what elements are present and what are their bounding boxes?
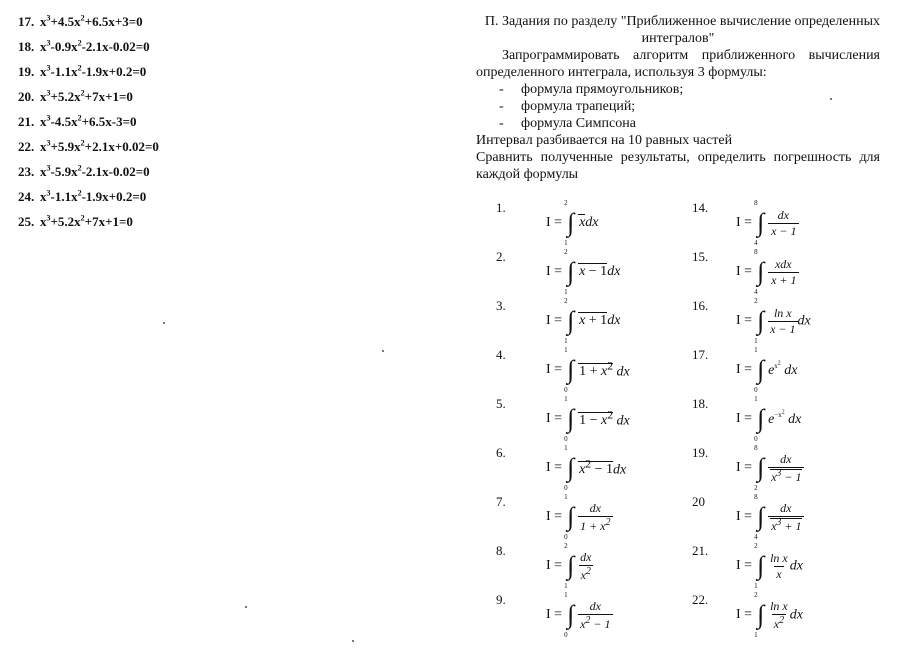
integral-number: 2.: [496, 249, 506, 264]
integral-number: 8.: [496, 543, 506, 558]
section-title-line1: П. Задания по разделу "Приближенное вычисление определенных: [484, 14, 880, 29]
equation-row: [18, 133, 159, 158]
equation-row: [18, 33, 159, 58]
integral-sign-icon: 8 ∫ 4: [754, 199, 765, 247]
integral-sign-icon: 1 ∫ 0: [754, 395, 765, 443]
scan-speck: [163, 322, 165, 324]
equation-text: $x^3+5.9x^2+2.1x+0.02=0$: [40, 139, 159, 155]
section-text: [476, 13, 880, 183]
integral-sign-icon: 1 ∫ 0: [564, 444, 575, 492]
equation-row: [18, 83, 159, 108]
equation-number: 24.: [18, 189, 35, 205]
equation-row: [18, 208, 159, 233]
integral-formula: I = 2 ∫ 1 xdx: [546, 199, 599, 247]
equation-text: $x^3-1.1x^2-1.9x+0.2=0$: [40, 189, 147, 205]
integral-formula: I = 1 ∫ 0 $1 - x^2$ dx: [546, 395, 630, 443]
integral-number: 18.: [692, 396, 709, 411]
integral-formula: I = 1 ∫ 0 $e^{-x^2}$ dx: [736, 395, 802, 443]
integral-sign-icon: 2 ∫ 1: [564, 542, 575, 590]
equation-number: 23.: [18, 164, 35, 180]
integral-sign-icon: 1 ∫ 0: [564, 346, 575, 394]
integral-number: 4.: [496, 347, 506, 362]
integral-sign-icon: 2 ∫ 1: [754, 591, 765, 639]
integral-formula: I = 8 ∫ 4 $\frac{dx}{x - 1}$: [736, 199, 797, 247]
equation-row: [18, 8, 159, 33]
integral-sign-icon: 1 ∫ 0: [754, 346, 765, 394]
integral-number: 21.: [692, 543, 709, 558]
task-line2: определенного интеграла, используя 3 формулы:: [476, 65, 767, 80]
integral-formula: I = 2 ∫ 1 $\frac{\text{ln x}}{x}$ dx: [736, 542, 803, 590]
equations-list: [18, 8, 159, 233]
integral-formula: I = 2 ∫ 1 x + 1dx: [546, 297, 621, 345]
equation-number: 21.: [18, 114, 35, 130]
equation-text: $x^3+5.2x^2+7x+1=0$: [40, 214, 133, 230]
equation-number: 19.: [18, 64, 35, 80]
section-title-line2: интегралов": [641, 31, 715, 46]
integral-number: 7.: [496, 494, 506, 509]
equation-row: [18, 108, 159, 133]
equation-row: [18, 183, 159, 208]
integral-formula: I = 8 ∫ 2 $\frac{dx}{x^3 - 1}$: [736, 444, 802, 492]
formula-list: [476, 81, 880, 132]
integral-sign-icon: 1 ∫ 0: [564, 591, 575, 639]
compare-line2: каждой формулы: [476, 167, 579, 182]
integral-number: 6.: [496, 445, 506, 460]
integral-number: 3.: [496, 298, 506, 313]
equation-text: $x^3-1.1x^2-1.9x+0.2=0$: [40, 64, 147, 80]
integral-sign-icon: 1 ∫ 0: [564, 493, 575, 541]
integral-sign-icon: 2 ∫ 1: [754, 542, 765, 590]
formula-item: - формула прямоугольников;: [499, 82, 684, 97]
integral-number: 1.: [496, 200, 506, 215]
interval-text: Интервал разбивается на 10 равных частей: [476, 133, 733, 148]
integral-sign-icon: 8 ∫ 4: [754, 248, 765, 296]
integral-sign-icon: 8 ∫ 2: [754, 444, 765, 492]
equation-row: [18, 158, 159, 183]
integral-formula: I = 1 ∫ 0 $e^{x^2}$ dx: [736, 346, 798, 394]
equation-text: $x^3-0.9x^2-2.1x-0.02=0$: [40, 39, 150, 55]
integral-number: 19.: [692, 445, 709, 460]
integral-formula: I = 2 ∫ 1 x − 1dx: [546, 248, 621, 296]
integral-formula: I = 8 ∫ 4 $\frac{dx}{x^3 + 1}$: [736, 493, 802, 541]
integral-number: 9.: [496, 592, 506, 607]
integral-formula: I = 1 ∫ 0 $\frac{dx}{1 + x^2}$: [546, 493, 611, 541]
integral-number: 14.: [692, 200, 709, 215]
equation-text: $x^3+5.2x^2+7x+1=0$: [40, 89, 133, 105]
integral-formula: I = 1 ∫ 0 $1 + x^2$ dx: [546, 346, 630, 394]
integral-formula: I = 2 ∫ 1 $\frac{\text{ln x}}{x^2}$ dx: [736, 591, 803, 639]
integral-number: 22.: [692, 592, 709, 607]
integral-sign-icon: 8 ∫ 4: [754, 493, 765, 541]
equation-text: $x^3+4.5x^2+6.5x+3=0$: [40, 14, 143, 30]
integral-formula: I = 2 ∫ 1 $\frac{dx}{x^2}$: [546, 542, 592, 590]
integral-formula: I = 1 ∫ 0 $x^2 - 1dx$: [546, 444, 627, 492]
scan-speck: [382, 350, 384, 352]
equation-text: $x^3-4.5x^2+6.5x-3=0$: [40, 114, 137, 130]
equation-number: 18.: [18, 39, 35, 55]
integral-sign-icon: 1 ∫ 0: [564, 395, 575, 443]
equation-number: 25.: [18, 214, 35, 230]
compare-line1: Сравнить полученные результаты, определить погрешность для: [476, 150, 880, 165]
integral-number: 16.: [692, 298, 709, 313]
formula-item: - формула Симпсона: [499, 116, 636, 131]
equation-number: 20.: [18, 89, 35, 105]
equation-number: 22.: [18, 139, 35, 155]
integral-number: 5.: [496, 396, 506, 411]
integral-sign-icon: 2 ∫ 1: [564, 248, 575, 296]
integral-sign-icon: 2 ∫ 1: [564, 297, 575, 345]
integral-sign-icon: 2 ∫ 1: [564, 199, 575, 247]
integral-formula: I = 8 ∫ 4 $\frac{\text{xdx}}{x + 1}$: [736, 248, 797, 296]
equation-number: 17.: [18, 14, 35, 30]
scan-speck: [352, 640, 354, 642]
integral-formula: I = 1 ∫ 0 $\frac{dx}{x^2 - 1}$: [546, 591, 611, 639]
scan-speck: [830, 98, 832, 100]
equation-text: $x^3-5.9x^2-2.1x-0.02=0$: [40, 164, 150, 180]
integral-number: 20: [692, 494, 705, 509]
equation-row: [18, 58, 159, 83]
task-line1: Запрограммировать алгоритм приближенного вычисления: [502, 48, 880, 63]
integral-number: 17.: [692, 347, 709, 362]
scan-speck: [245, 606, 247, 608]
integral-number: 15.: [692, 249, 709, 264]
integral-sign-icon: 2 ∫ 1: [754, 297, 765, 345]
formula-item: - формула трапеций;: [499, 99, 636, 114]
integral-formula: I = 2 ∫ 1 $\frac{\text{ln x}}{x - 1}$ dx: [736, 297, 811, 345]
